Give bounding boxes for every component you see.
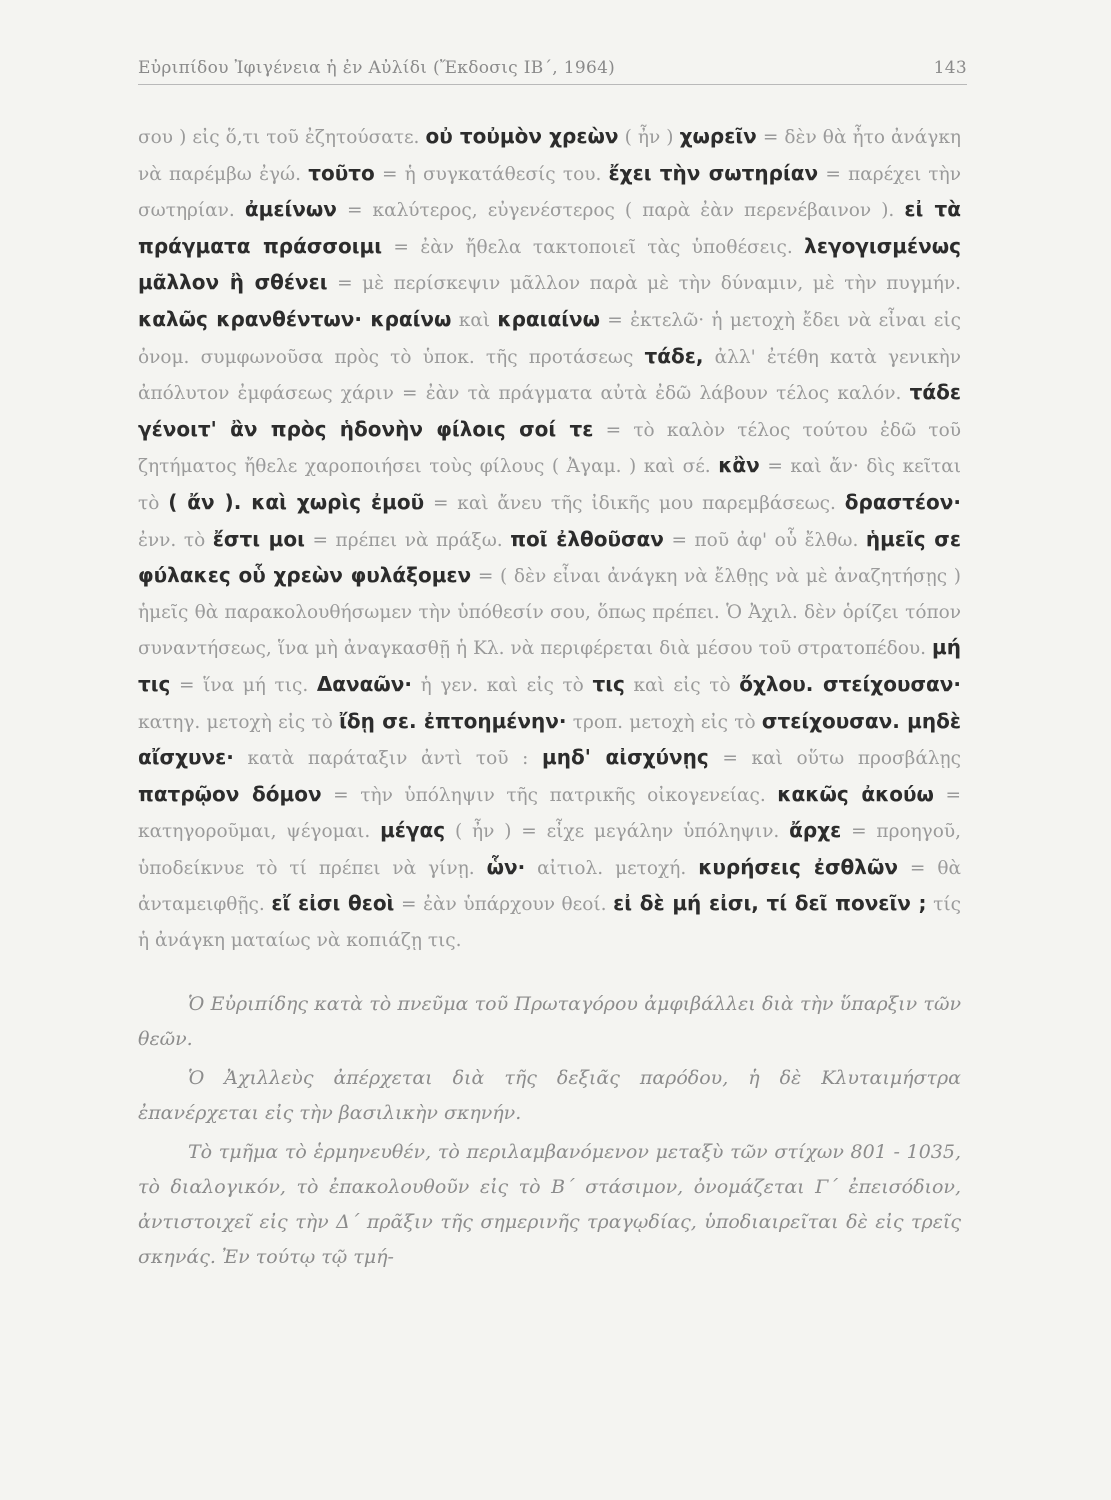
gloss-text: ἡ γεν. καὶ εἰς τὸ	[412, 674, 593, 696]
gloss-text: τίς ἡ ἀνάγκη ματαίως νὰ κοπιάζῃ τις.	[138, 894, 961, 952]
gloss-text: σου ) εἰς ὅ,τι τοῦ ἐζητούσατε.	[138, 127, 426, 148]
lemma: τοῦτο	[308, 160, 375, 185]
note-paragraph: Ὁ Ἀχιλλεὺς ἀπέρχεται διὰ τῆς δεξιᾶς παρόδου, ἡ δὲ Κλυταιμήστρα ἐπανέρχεται εἰς τὴν βασιλικὴν σκηνήν.	[138, 1066, 961, 1124]
running-title: Εὐριπίδου Ἰφιγένεια ἡ ἐν Αὐλίδι (Ἔκδοσις ΙΒ΄, 1964)	[138, 58, 616, 78]
lemma: ἴδῃ σε. ἐπτοημένην·	[339, 708, 567, 733]
lemma: χωρεῖν	[679, 124, 757, 148]
gloss-text: = ποῦ ἀφ' οὗ ἔλθω.	[663, 529, 866, 551]
lemma: δραστέον·	[844, 489, 961, 514]
lemma: κακῶς ἀκούω	[777, 781, 934, 806]
lemma: ( ἄν ). καὶ χωρὶς ἐμοῦ	[168, 489, 425, 514]
lemma: εἴ εἰσι θεοὶ	[271, 891, 395, 916]
notes	[138, 987, 961, 1275]
lemma: ὧν·	[486, 854, 526, 879]
gloss-text: = τὸ καλὸν τέλος τούτου ἐδῶ τοῦ ζητήματος ἤθελε χαροποιήσει τοὺς φίλους ( Ἀγαμ. ) καὶ σέ.	[138, 419, 961, 478]
gloss-text: ἐνν. τὸ	[138, 529, 213, 551]
lemma: ἔστι μοι	[212, 526, 305, 551]
lemma: καλῶς κρανθέντων· κραίνω	[138, 306, 452, 331]
lemma: πατρῷον δόμον	[138, 781, 322, 806]
gloss-text: ἀλλ' ἐτέθη κατὰ γενικὴν ἀπόλυτον ἐμφάσεως χάριν = ἐὰν τὰ πράγματα αὐτὰ ἐδῶ λάβουν τέλος καλόν.	[138, 346, 961, 405]
lemma: εἰ τὰ πράγματα πράσσοιμι	[138, 197, 961, 258]
lemma: Δαναῶν·	[316, 671, 413, 696]
gloss-text: = μὲ περίσκεψιν μᾶλλον παρὰ μὲ τὴν δύναμιν, μὲ τὴν πυγμήν.	[327, 273, 962, 295]
gloss-text: = καὶ ἄν· δὶς κεῖται τὸ	[138, 456, 962, 514]
note-paragraph: Τὸ τμῆμα τὸ ἑρμηνευθέν, τὸ περιλαμβανόμενον μεταξὺ τῶν στίχων 801 - 1035, τὸ διαλογικόν, τὸ ἐπακολουθοῦν εἰς τὸ Β΄ στάσιμον, ὀνομάζεται Γ΄ ἐπεισόδιον, ἀντιστοιχεῖ εἰς τὴν Δ΄ πρᾶξιν τῆς σημερινῆς τραγῳδίας, ὑποδιαιρεῖται δὲ εἰς τρεῖς σκηνάς. Ἐν τούτῳ τῷ τμή-	[138, 1140, 961, 1268]
gloss-text: αἰτιολ. μετοχή.	[525, 857, 699, 879]
lemma: τις	[592, 671, 625, 696]
commentary-paragraph	[138, 119, 961, 959]
gloss-text: )	[660, 127, 680, 148]
gloss-text: καὶ	[451, 309, 498, 331]
gloss-text: καὶ εἰς τὸ	[624, 674, 740, 696]
lemma: εἰ δὲ μή εἰσι, τί δεῖ πονεῖν ;	[613, 891, 927, 916]
lemma: κραιαίνω	[497, 306, 600, 331]
note-paragraph: Ὁ Εὐριπίδης κατὰ τὸ πνεῦμα τοῦ Πρωταγόρου ἀμφιβάλλει διὰ τὴν ὕπαρξιν τῶν θεῶν.	[138, 992, 961, 1050]
lemma: ἀμείνων	[244, 197, 337, 222]
gloss-text: κατὰ παράταξιν ἀντὶ τοῦ :	[233, 748, 542, 770]
gloss-text: ( ἦν ) = εἶχε μεγάλην ὑπόληψιν.	[445, 821, 790, 843]
lemma: λεγογισμένως μᾶλλον ἢ σθένει	[138, 233, 962, 295]
gloss-text: = ἐὰν ἤθελα τακτοποιεῖ τὰς ὑποθέσεις.	[382, 236, 805, 258]
gloss-text: (	[618, 127, 638, 148]
lemma: ποῖ ἐλθοῦσαν	[510, 526, 664, 551]
gloss-text: = ἵνα μή τις.	[170, 674, 317, 696]
gloss-text: = τὴν ὑπόληψιν τῆς πατρικῆς οἰκογενείας.	[321, 784, 778, 806]
gloss-text: = ἐὰν ὑπάρχουν θεοί.	[394, 894, 614, 916]
lemma: ὄχλου. στείχουσαν·	[739, 671, 961, 696]
lemma: μή τις	[138, 635, 961, 696]
lemma: ἡμεῖς σε φύλακες οὗ χρεὼν φυλάξομεν	[138, 526, 961, 588]
gloss-text: = παρέχει τὴν σωτηρίαν.	[138, 163, 962, 222]
gloss-text: κατηγ. μετοχὴ εἰς τὸ	[138, 711, 340, 733]
lemma: στείχουσαν. μηδὲ αἴσχυνε·	[138, 708, 961, 770]
lemma: μέγας	[380, 818, 446, 843]
gloss-text: ἦν	[637, 127, 661, 148]
lemma: μηδ' αἰσχύνῃς	[542, 745, 709, 770]
lemma: ἔχει τὴν σωτηρίαν	[608, 160, 819, 185]
gloss-text: = ἐκτελῶ· ἡ μετοχὴ ἔδει νὰ εἶναι εἰς ὀνομ. συμφωνοῦσα πρὸς τὸ ὑποκ. τῆς προτάσεως	[138, 309, 962, 368]
gloss-text: = καλύτερος, εὐγενέστερος ( παρὰ ἐὰν περενέβαινον ).	[336, 200, 905, 222]
gloss-text: = πρέπει νὰ πράξω.	[304, 529, 511, 551]
lemma: οὐ τοὐμὸν χρεὼν	[425, 124, 619, 148]
gloss-text: = ( δὲν εἶναι ἀνάγκη νὰ ἔλθῃς νὰ μὲ ἀναζητήσῃς ) ἡμεῖς θὰ παρακολουθήσωμεν τὴν ὑπόθεσίν σου, ὅπως πρέπει. Ὁ Ἀχιλ. δὲν ὁρίζει τόπον συναντήσεως, ἵνα μὴ ἀναγκασθῇ ἡ Κλ. νὰ περιφέρεται διὰ μέσου τοῦ στρατοπέδου.	[138, 566, 961, 660]
lemma: ἄρχε	[789, 818, 842, 843]
gloss-text: τροπ. μετοχὴ εἰς τὸ	[566, 711, 762, 733]
gloss-text: = καὶ ἄνευ τῆς ἰδικῆς μου παρεμβάσεως.	[424, 492, 845, 514]
lemma: κἂν	[718, 453, 760, 478]
page-number: 143	[933, 58, 967, 78]
lemma: κυρήσεις ἐσθλῶν	[698, 854, 898, 879]
gloss-text: = προηγοῦ, ὑποδείκνυε τὸ τί πρέπει νὰ γίνῃ.	[138, 821, 961, 879]
lemma: τάδε,	[644, 343, 704, 368]
running-head	[138, 58, 967, 85]
gloss-text: = ἡ συγκατάθεσίς του.	[374, 163, 609, 185]
gloss-text: = κατηγοροῦμαι, ψέγομαι.	[138, 784, 962, 843]
gloss-text: = θὰ ἀνταμειφθῇς.	[138, 857, 961, 916]
lemma: τάδε γένοιτ' ἂν πρὸς ἡδονὴν φίλοις σοί τε	[138, 380, 961, 441]
gloss-text: = δὲν θὰ ἦτο ἀνάγκη νὰ παρέμβω ἐγώ.	[138, 127, 961, 185]
gloss-text: = καὶ οὕτω προσβάλῃς	[708, 748, 962, 770]
